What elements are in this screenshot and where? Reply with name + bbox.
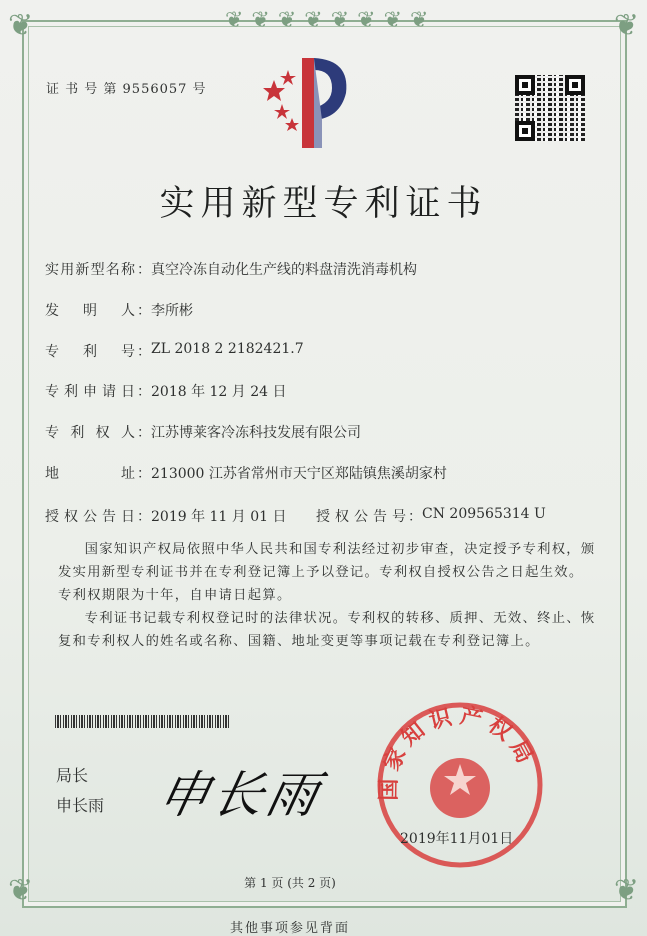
field-patentee: 专利权人 ： 江苏博莱客冷冻科技发展有限公司 <box>45 422 361 442</box>
certificate-number: 证 书 号 第 9556057 号 <box>46 82 207 97</box>
field-announcement-number: 授权公告号 ： CN 209565314 U <box>316 506 546 525</box>
field-inventor: 发明人 ： 李所彬 <box>45 300 193 320</box>
footer-note: 其他事项参见背面 <box>229 921 350 936</box>
field-address: 地址 ： 213000 江苏省常州市天宁区郑陆镇焦溪胡家村 <box>45 463 447 483</box>
field-value: 真空冷冻自动化生产线的料盘清洗消毒机构 <box>151 262 417 278</box>
corner-ornament-icon: ❦ <box>8 873 34 908</box>
field-grant-date: 授权公告日 ： 2019 年 11 月 01 日 <box>45 506 287 526</box>
field-label: 发明人 <box>45 303 135 319</box>
svg-text:国家知识产权局: 国家知识产权局 <box>376 703 540 801</box>
field-label: 授权公告日 <box>45 509 135 525</box>
corner-ornament-icon: ❦ <box>8 8 34 43</box>
field-value: 李所彬 <box>151 303 193 319</box>
field-value: CN 209565314 U <box>422 506 546 522</box>
field-patent-number: 专利号 ： ZL 2018 2 2182421.7 <box>45 341 304 360</box>
field-value: ZL 2018 2 2182421.7 <box>151 341 304 357</box>
field-application-date: 专利申请日 ： 2018 年 12 月 24 日 <box>45 381 287 401</box>
signature: 申长雨 <box>152 766 328 824</box>
top-ornament-icon: ❦❦❦❦❦❦❦❦ <box>225 8 437 33</box>
body-paragraph: 国家知识产权局依照中华人民共和国专利法经过初步审查，决定授予专利权，颁发实用新型专利证书并在专利登记簿上予以登记。专利权自授权公告之日起生效。专利权期限为十年，自申请日起算。 <box>58 542 596 603</box>
qr-code <box>515 75 585 141</box>
field-utility-model-name: 实用新型名称 ： 真空冷冻自动化生产线的料盘清洗消毒机构 <box>45 259 417 279</box>
field-value: 江苏博莱客冷冻科技发展有限公司 <box>151 425 361 441</box>
field-label: 专利申请日 <box>45 384 135 400</box>
seal-date: 2019年11月01日 <box>400 831 514 847</box>
field-label: 授权公告号 <box>316 509 406 525</box>
barcode <box>55 715 230 728</box>
signatory-title: 局长 <box>56 766 89 785</box>
field-value: 2018 年 12 月 24 日 <box>151 384 287 400</box>
page-indicator: 第 1 页 (共 2 页) <box>244 876 336 890</box>
corner-ornament-icon: ❦ <box>613 873 639 908</box>
field-label: 专利权人 <box>45 425 135 441</box>
field-value: 213000 江苏省常州市天宁区郑陆镇焦溪胡家村 <box>151 466 447 482</box>
body-paragraph: 专利证书记载专利权登记时的法律状况。专利权的转移、质押、无效、终止、恢复和专利权人的姓名或名称、国籍、地址变更等事项记载在专利登记簿上。 <box>58 611 596 649</box>
field-value: 2019 年 11 月 01 日 <box>151 509 287 525</box>
signatory-name: 申长雨 <box>56 796 105 815</box>
field-label: 实用新型名称 <box>45 262 135 278</box>
page-title: 实用新型专利证书 <box>159 184 488 224</box>
patent-office-logo <box>262 48 352 153</box>
field-label: 专利号 <box>45 344 135 360</box>
field-label: 地址 <box>45 466 135 482</box>
corner-ornament-icon: ❦ <box>613 8 639 43</box>
